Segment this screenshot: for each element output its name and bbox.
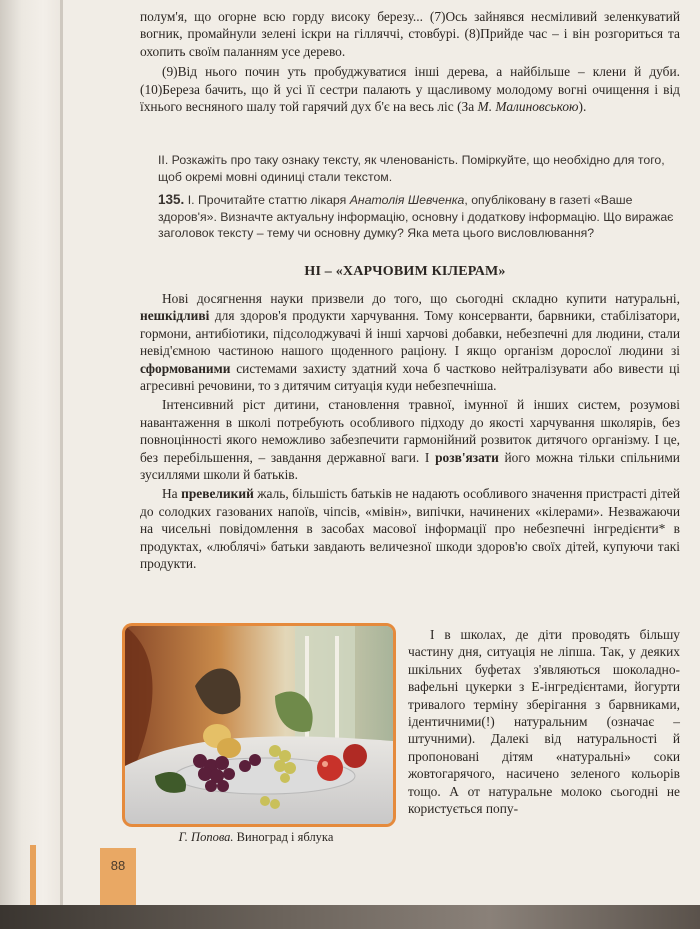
bold-word: нешкідливі [140,308,210,324]
paragraph: полум'я, що огорне всю горду високу березу... (7)Ось зайнявся несміливий зеленкуватий вогник, промайнули зелені іскри на гілляччі, стовбурі. (8)Прийде час – і він розгориться та охопить своїм паланням усе дерево. [140,9,680,59]
spine-marker [30,845,36,909]
paragraph: Інтенсивний ріст дитини, становлення травної, імунної й інших систем, розумові навантаження в школі потребують особливого підходу до якості харчування школярів, без повноцінності якого неможливо забезпечити гармонійний розвиток дитячого організму. І це, без перебільшення, – завдання державної ваги. І розв'язати його можна тільки спільними зусиллями школи й батьків. [140,397,680,483]
exercise-author: Анатолія Шевченка [349,193,465,207]
paragraph: Нові досягнення науки призвели до того, що сьогодні складно купити натуральні, нешкідливі для здоров'я продукти харчування. Тому консерванти, барвники, стабілізатори, гормони, антибіотики, підсолоджувачі й інші харчові добавки, небезпечні для людини, стали невід'ємною частиною нашого щоденного раціону. І якщо організм дорослої людини зі сформованими системами захисту здатний хоча б частково нейтралізувати або вивести ці агресивні речовини, то з дитячим ситуація куди небезпечніша. [140,291,680,394]
book-spine [0,0,62,929]
page-fold [60,0,63,929]
article-body [140,290,680,573]
page-number: 88 [100,848,136,908]
article-title: НІ – «ХАРЧОВИМ КІЛЕРАМ» [304,264,506,279]
bold-word: розв'язати [435,449,499,465]
paragraph: На превеликий жаль, більшість батьків не надають особливого значення пристрасті дітей до солодких газованих напоїв, чіпсів, «мівін», випічки, начинених «кілерами». Незважаючи на чисельні повідомлення в засобах масової інформації про небезпечні інгредієнти* в продуктах, «люблячі» батьки завдають величезної шкоди здоров'ю своїх дітей, купуючи такі продукти. [140,486,681,572]
paragraph: І в школах, де діти проводять більшу частину дня, ситуація не ліпша. Так, у деяких шкільних буфетах з'являються шоколадно-вафельні цукерки з Е-інгредієнтами, йогурти тривалого терміну зберігання з барвниками, ідентичними(!) натуральним (означає – штучними). Далекі від натуральності й пропоновані дітям «натуральні» соки жовтогарячого, насичено зеленого кольорів тощо. А от натуральне молоко сьогодні не користується попу- [408,627,680,817]
scan-edge [0,905,700,929]
exercise-number: 135. [158,192,185,207]
top-paragraphs [140,8,680,115]
task-two: ІІ. Розкажіть про таку ознаку тексту, як членованість. Поміркуйте, що необхідно для того, щоб окремі мовні одиниці стали текстом. [158,153,665,184]
author-name: М. Малиновською [477,99,579,115]
painting-image [122,623,396,827]
painting-caption [122,830,390,845]
bold-word: сформованими [140,360,231,376]
still-life-illustration [125,626,393,824]
bold-word: превеликий [181,486,254,502]
exercise-135: 135. І. Прочитайте статтю лікаря Анатолія Шевченка, опубліковану в газеті «Ваше здоров'я». Визначте актуальну інформацію, основну і додаткову інформацію. Що виражає заголовок тексту – тему чи основну думку? Яка мета цього висловлювання? [158,192,674,241]
article-right-column [408,626,680,817]
caption-author: Г. Попова. [178,830,234,844]
paragraph: (9)Від нього почин уть пробуджуватися інші дерева, а найбільше – клени й дуби. (10)Береза бачить, що й усі її сестри палають у щасливому молодому вогні очищення і від їхнього весняного шалу той гарячий дух б'є на весь ліс (За М. Малиновською). [140,64,680,115]
caption-title: Виноград і яблука [236,830,334,844]
